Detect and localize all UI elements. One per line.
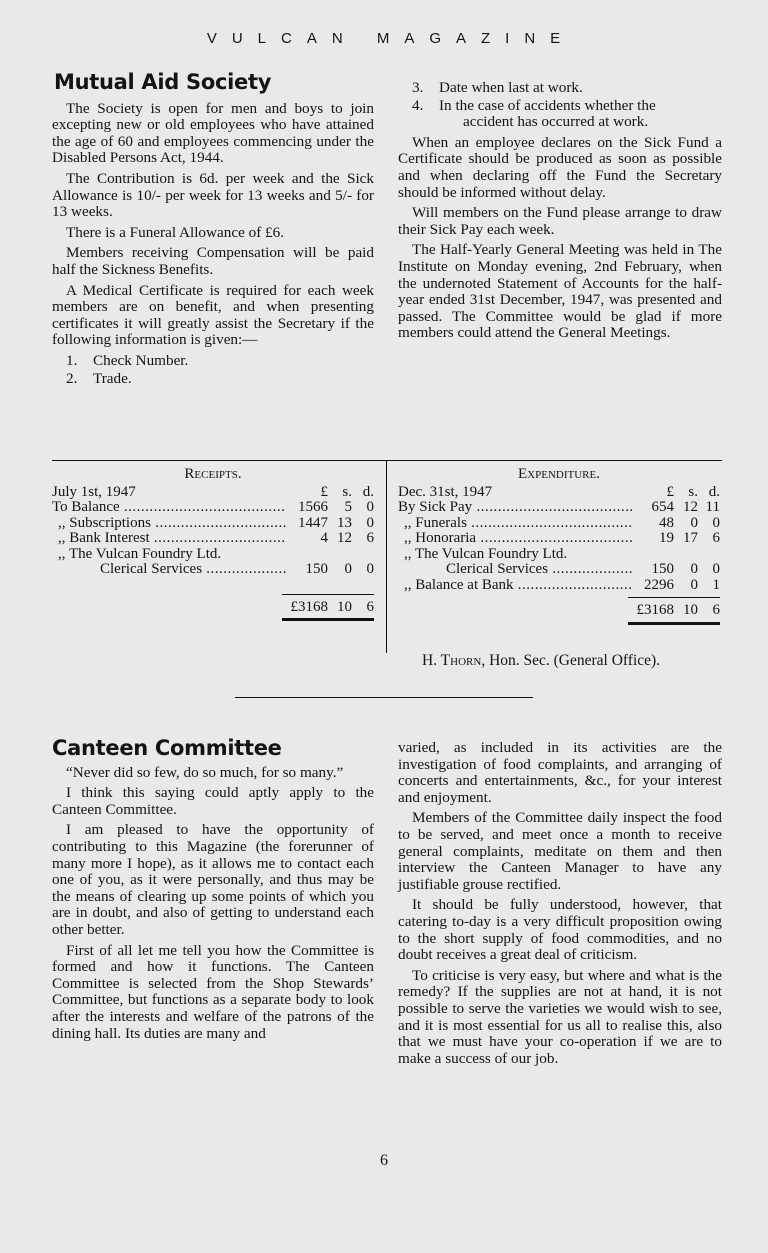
mutual-aid-paragraph: The Contribution is 6d. per week and the Sick Allowance is 10/- per week for 13 weeks and 5/- for 13 weeks. (52, 169, 374, 221)
pence-header: d. (362, 483, 374, 500)
row-label: By Sick Pay ..... (398, 500, 632, 516)
row-shillings: 5 (344, 499, 352, 515)
mutual-aid-paragraph: Will members on the Fund please arrange to draw their Sick Pay each week. (398, 204, 722, 238)
row-pounds: 2296 (644, 576, 674, 593)
row-pounds: 4 (320, 530, 328, 546)
row-shillings: 17 (683, 530, 698, 546)
row-pounds: 1447 (298, 514, 328, 531)
expenditure-table (398, 467, 720, 623)
row-shillings: 0 (690, 561, 698, 577)
table-row (398, 547, 720, 563)
row-label: ,, The Vulcan Foundry Ltd. (58, 546, 222, 562)
signature (422, 652, 660, 670)
list-text-continuation: accident has occurred at work. (463, 113, 649, 131)
mutual-aid-paragraph: The Society is open for men and boys to join excepting new or old employees who have attained the age of 60 and employees commencing under the Disabled Persons Act, 1944. (52, 99, 374, 167)
mutual-aid-right-column (398, 80, 722, 346)
table-row (52, 500, 374, 516)
canteen-paragraph: “Never did so few, do so much, for so many.” (66, 763, 344, 781)
statement-of-accounts (52, 460, 722, 653)
canteen-right-column (398, 740, 722, 1071)
running-head: VULCAN MAGAZINE (206, 30, 576, 47)
mutual-aid-paragraph: A Medical Certificate is required for each week members are on benefit, and when presenting certificates it will greatly assist the Secretary if the following information is given:— (52, 281, 374, 349)
receipts-header-row (52, 485, 374, 501)
canteen-paragraph: It should be fully understood, however, that catering to-day is a very difficult proposition owing to the short supply of food commodities, and no doubt receives a great deal of criticism. (398, 896, 722, 964)
list-text: Trade. (93, 369, 132, 387)
table-row (52, 531, 374, 547)
pounds-header: £ (320, 483, 328, 500)
receipts-date: July 1st, 1947 (52, 484, 136, 500)
list-item (398, 80, 722, 97)
mutual-aid-paragraph: Members receiving Compensation will be paid half the Sickness Benefits. (52, 244, 374, 278)
list-item (52, 371, 374, 388)
list-text: Date when last at work. (439, 79, 583, 96)
table-row (398, 531, 720, 547)
row-shillings: 13 (337, 514, 352, 531)
total-pounds: £3168 (636, 602, 674, 618)
total-row (628, 598, 720, 619)
row-label: ,, Honoraria ..... (404, 531, 632, 547)
receipts-table (52, 467, 374, 620)
canteen-paragraph: First of all let me tell you how the Committee is formed and how it functions. The Canteen Committee is selected from the Shop Stewards’ Committee, but functions as a separate body to look after the interests and welfare of the patrons of the dining hall. Its duties are many and (52, 941, 374, 1042)
row-label: To Balance ..... (52, 500, 286, 516)
total-double-rule (628, 622, 720, 625)
canteen-paragraph: I am pleased to have the opportunity of contributing to this Magazine (the forerunner of many more I hope), as it allows me to contact each one of you, as it were personally, and thus may be the means of clearing up some points of which you are in doubt, and also of getting to understand each other better. (52, 821, 374, 938)
page-number: 6 (380, 1152, 388, 1169)
shillings-header: s. (342, 483, 352, 500)
mutual-aid-paragraph: When an employee declares on the Sick Fund a Certificate should be produced as soon as possible and when declaring off the Fund the Secretary should be informed without delay. (398, 133, 722, 201)
row-pence: 0 (366, 514, 374, 531)
total-row (282, 595, 374, 616)
receipts-title: Receipts. (184, 466, 242, 482)
shillings-header: s. (688, 483, 698, 500)
row-pence: 6 (712, 530, 720, 546)
accounts-divider (386, 461, 387, 653)
canteen-heading: Canteen Committee (52, 736, 282, 760)
row-label: Clerical Services ..... (100, 562, 286, 578)
expenditure-date: Dec. 31st, 1947 (398, 484, 493, 500)
expenditure-header-row (398, 485, 720, 501)
pence-header: d. (708, 483, 720, 500)
table-row (398, 578, 720, 594)
row-pence: 6 (366, 530, 374, 546)
pounds-header: £ (666, 483, 674, 500)
row-label: ,, Funerals ..... (404, 516, 632, 532)
row-shillings: 0 (690, 576, 698, 593)
row-pounds: 19 (659, 530, 674, 546)
canteen-paragraph: varied, as included in its activities are the investigation of food complaints, and arranging of concerts and entertainments, &c., for your interest and enjoyment. (398, 739, 722, 806)
canteen-paragraph: I think this saying could aptly apply to the Canteen Committee. (52, 784, 374, 818)
table-row (52, 516, 374, 532)
list-item (52, 353, 374, 370)
row-shillings: 0 (344, 561, 352, 577)
receipts-total (282, 594, 374, 622)
mutual-aid-paragraph: The Half-Yearly General Meeting was held in The Institute on Monday evening, 2nd February, when the undernoted Statement of Accounts for the half-year ended 31st December, 1947, was presented and passed. The Committee would be glad if more members could attend the General Meetings. (398, 241, 722, 342)
row-pence: 0 (366, 561, 374, 577)
row-label: ,, The Vulcan Foundry Ltd. (404, 546, 568, 562)
row-shillings: 12 (337, 530, 352, 546)
total-pence: 6 (366, 598, 374, 615)
row-label: Clerical Services ..... (446, 562, 632, 578)
total-double-rule (282, 618, 374, 621)
list-item (398, 98, 722, 131)
list-number: 3. (412, 79, 424, 96)
section-divider (235, 697, 533, 698)
expenditure-title: Expenditure. (518, 466, 600, 482)
total-shillings: 10 (683, 602, 698, 618)
row-shillings: 12 (683, 499, 698, 515)
row-pounds: 150 (651, 561, 674, 577)
canteen-left-column (52, 736, 374, 1046)
mutual-aid-heading: Mutual Aid Society (54, 70, 272, 94)
row-label: ,, Bank Interest ..... (58, 531, 286, 547)
expenditure-total (628, 597, 720, 625)
table-row (398, 516, 720, 532)
row-pence: 0 (712, 514, 720, 531)
total-shillings: 10 (337, 598, 352, 615)
canteen-paragraph: To criticise is very easy, but where and what is the remedy? If the supplies are not at hand, it is not possible to serve the varieties we would wish to see, and it is most essential for us all to realise this, also that we must have your co-operation if we are to make a success of our job. (398, 966, 722, 1067)
table-row (52, 547, 374, 563)
row-pence: 0 (712, 561, 720, 577)
table-row (398, 500, 720, 516)
list-text: Check Number. (93, 351, 189, 369)
row-pounds: 150 (305, 561, 328, 577)
list-number: 4. (412, 96, 424, 114)
total-pounds: £3168 (290, 598, 328, 615)
list-number: 1. (66, 351, 78, 369)
row-pounds: 48 (659, 514, 674, 531)
table-row (398, 562, 720, 578)
mutual-aid-left-column (52, 70, 374, 388)
row-label: ,, Subscriptions ..... (58, 516, 286, 532)
list-text: In the case of accidents whether the (439, 96, 656, 114)
total-pence: 6 (712, 602, 720, 618)
mutual-aid-paragraph: There is a Funeral Allowance of £6. (66, 223, 285, 241)
signature-title: , Hon. Sec. (General Office). (481, 652, 661, 669)
list-number: 2. (66, 369, 78, 387)
signature-name: H. Thorn (422, 652, 482, 669)
canteen-paragraph: Members of the Committee daily inspect the food to be served, and meet once a month to receive general complaints, meditate on them and then interview the Canteen Manager to have any justifiable grouse rectified. (398, 809, 722, 893)
row-pounds: 654 (651, 499, 674, 515)
info-list-continued (398, 80, 722, 131)
row-pence: 11 (705, 499, 720, 515)
row-pounds: 1566 (298, 499, 328, 515)
info-list (52, 353, 374, 387)
row-pence: 1 (712, 576, 720, 593)
row-shillings: 0 (690, 514, 698, 531)
row-label: ,, Balance at Bank ..... (404, 578, 632, 594)
table-row (52, 562, 374, 578)
row-pence: 0 (366, 499, 374, 515)
